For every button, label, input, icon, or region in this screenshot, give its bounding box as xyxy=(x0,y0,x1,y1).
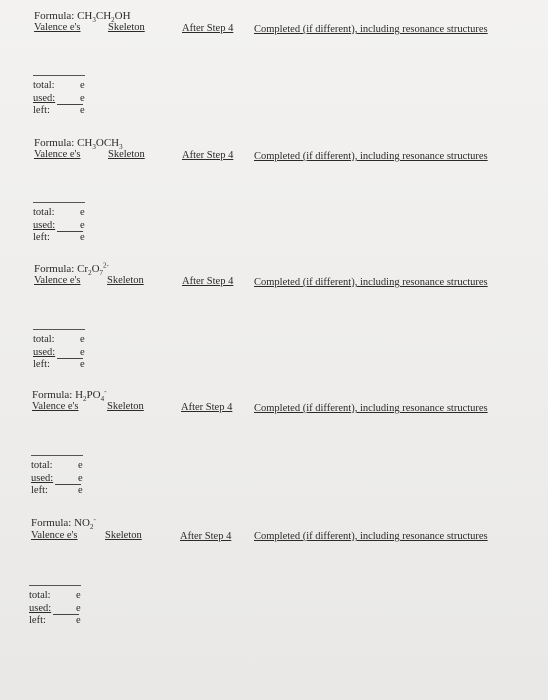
tally-rule xyxy=(29,585,81,586)
skeleton-header: Skeleton xyxy=(107,275,144,286)
tally-total: total: e xyxy=(31,460,83,471)
formula-block xyxy=(0,263,548,388)
electron-tally xyxy=(33,75,85,118)
tally-used: used: e xyxy=(33,346,85,358)
formula-text: $CH_3CH_2OH$ xyxy=(77,10,131,25)
valence-header: Valence e's xyxy=(34,149,81,160)
formula-label: Formula: xyxy=(32,389,73,401)
completed-header: Completed (if different), including resonance structures xyxy=(254,24,488,35)
tally-left: left: e xyxy=(33,105,85,116)
tally-left: left: e xyxy=(33,359,85,370)
formula-block xyxy=(0,137,548,262)
formula-line xyxy=(34,261,109,278)
electron-tally xyxy=(33,202,85,245)
formula-text: $CH_3OCH_3$ xyxy=(77,137,123,152)
valence-header: Valence e's xyxy=(31,530,78,541)
valence-header: Valence e's xyxy=(34,275,81,286)
after-step4-header: After Step 4 xyxy=(181,402,233,413)
formula-line xyxy=(34,10,131,25)
valence-header: Valence e's xyxy=(32,401,79,412)
formula-block xyxy=(0,10,548,135)
tally-left: left: e xyxy=(31,485,83,496)
after-step4-header: After Step 4 xyxy=(182,23,234,34)
tally-total: total: e xyxy=(29,590,81,601)
tally-left: left: e xyxy=(29,615,81,626)
formula-label: Formula: xyxy=(34,137,75,149)
valence-header: Valence e's xyxy=(34,22,81,33)
formula-block xyxy=(0,389,548,514)
completed-header: Completed (if different), including resonance structures xyxy=(254,403,488,414)
formula-label: Formula: xyxy=(34,10,75,22)
formula-line xyxy=(31,515,96,532)
completed-header: Completed (if different), including resonance structures xyxy=(254,151,488,162)
formula-block xyxy=(0,517,548,642)
formula-label: Formula: xyxy=(34,263,75,275)
electron-tally xyxy=(33,329,85,372)
tally-total: total: e xyxy=(33,334,85,345)
tally-rule xyxy=(33,329,85,330)
after-step4-header: After Step 4 xyxy=(182,150,234,161)
tally-rule xyxy=(31,455,83,456)
skeleton-header: Skeleton xyxy=(107,401,144,412)
tally-rule xyxy=(33,202,85,203)
tally-used: used: e xyxy=(33,219,85,231)
tally-used: used: e xyxy=(29,602,81,614)
completed-header: Completed (if different), including resonance structures xyxy=(254,277,488,288)
tally-total: total: e xyxy=(33,80,85,91)
skeleton-header: Skeleton xyxy=(105,530,142,541)
skeleton-header: Skeleton xyxy=(108,149,145,160)
skeleton-header: Skeleton xyxy=(108,22,145,33)
formula-label: Formula: xyxy=(31,517,72,529)
after-step4-header: After Step 4 xyxy=(182,276,234,287)
formula-line xyxy=(32,387,107,404)
electron-tally xyxy=(31,455,83,498)
tally-total: total: e xyxy=(33,207,85,218)
tally-used: used: e xyxy=(31,472,83,484)
tally-used: used: e xyxy=(33,92,85,104)
after-step4-header: After Step 4 xyxy=(180,531,232,542)
tally-left: left: e xyxy=(33,232,85,243)
formula-text: $NO_2^-$ xyxy=(74,515,96,532)
formula-text: $Cr_2O_7^{2-}$ xyxy=(77,261,109,278)
formula-text: $H_2PO_4^-$ xyxy=(75,387,107,404)
electron-tally xyxy=(29,585,81,628)
formula-line xyxy=(34,137,123,152)
tally-rule xyxy=(33,75,85,76)
completed-header: Completed (if different), including resonance structures xyxy=(254,531,488,542)
